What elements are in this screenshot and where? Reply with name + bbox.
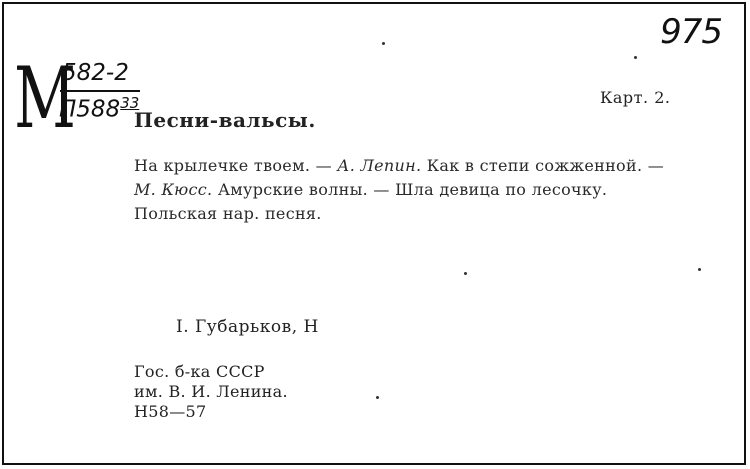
speck xyxy=(382,42,385,45)
shelf-code-2-main: П588 xyxy=(59,96,121,123)
library-line: Гос. б-ка СССР xyxy=(134,362,265,381)
speck xyxy=(698,268,701,271)
speck xyxy=(376,396,379,399)
contents-part: А. Лепин. xyxy=(337,156,422,175)
shelf-code-divider xyxy=(60,90,140,92)
shelf-code-2-sup: 33 xyxy=(120,94,140,112)
contents-part: Как в степи сожженной. — xyxy=(421,156,665,175)
library-line: Н58—57 xyxy=(134,402,207,421)
card-author: I. Губарьков, Н xyxy=(176,317,319,337)
contents-part: М. Кюсс. xyxy=(134,180,213,199)
inventory-number: 975 xyxy=(660,12,722,52)
shelf-code-1: 582-2 xyxy=(62,60,129,86)
shelf-code-2 xyxy=(59,94,139,123)
card-contents xyxy=(134,154,674,226)
library-line: им. В. И. Ленина. xyxy=(134,382,288,401)
contents-part: На крылечке твоем. — xyxy=(134,156,338,175)
catalog-card xyxy=(2,2,746,465)
speck xyxy=(634,56,637,59)
card-title: Песни-вальсы. xyxy=(134,108,316,132)
speck xyxy=(464,272,467,275)
shelf-letter: М xyxy=(14,49,76,147)
contents-part: Амурские волны. — Шла девица по лесочку. Польская нар. песня. xyxy=(134,180,608,223)
card-number: Карт. 2. xyxy=(600,88,671,107)
library-stamp xyxy=(134,362,288,422)
